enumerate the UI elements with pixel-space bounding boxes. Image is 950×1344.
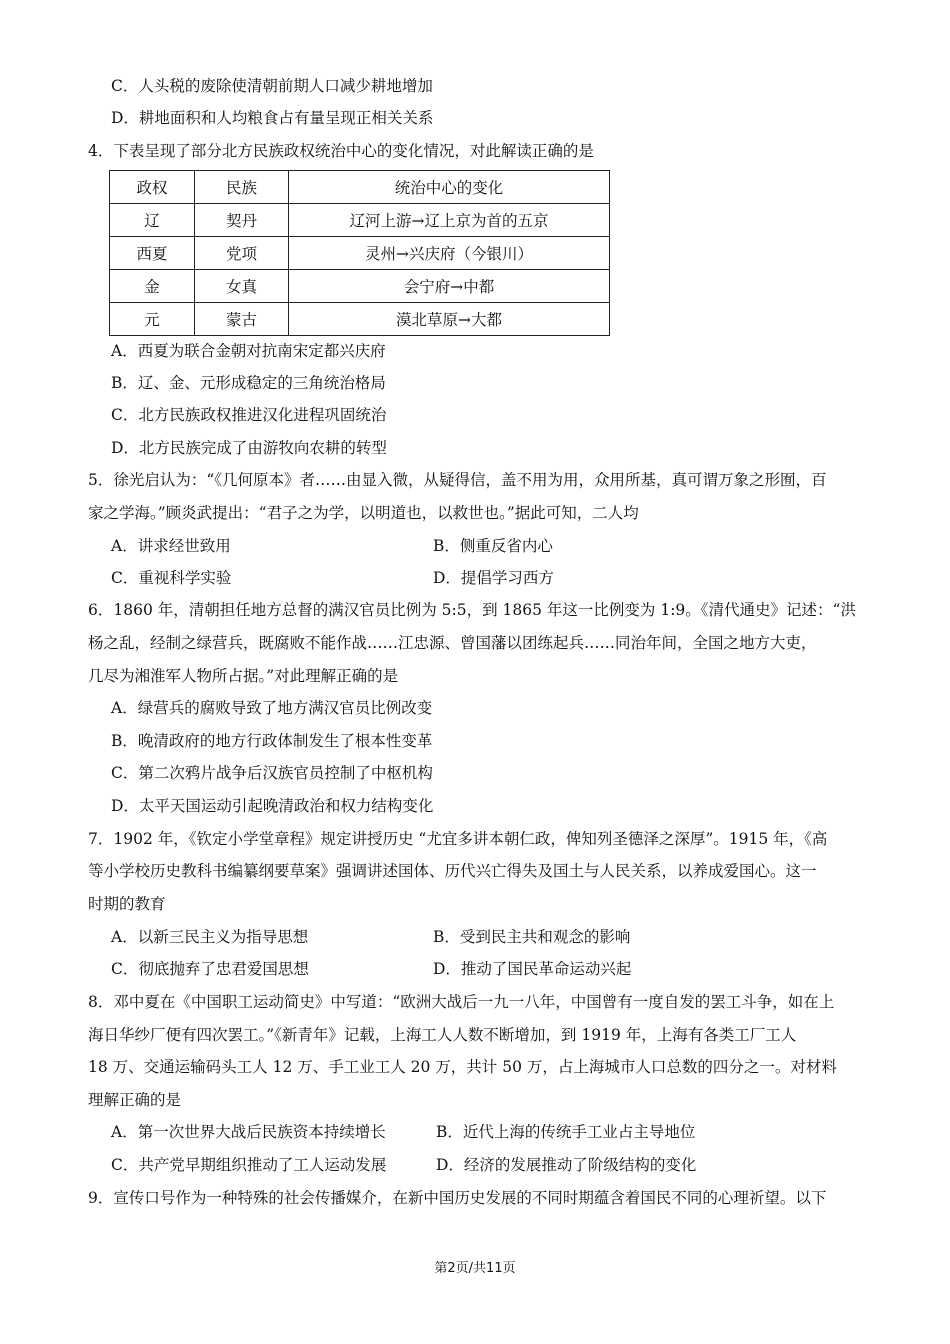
- q8-option-d: D．经济的发展推动了阶级结构的变化: [436, 1156, 697, 1174]
- q6-option-b: B．晚清政府的地方行政体制发生了根本性变革: [111, 732, 433, 750]
- q6-stem-line-2: 杨之乱，经制之绿营兵，既腐败不能作战……江忠源、曾国藩以团练起兵……同治年间，全国之地方大吏，: [88, 634, 817, 652]
- q6-option-a: A．绿营兵的腐败导致了地方满汉官员比例改变: [111, 699, 433, 717]
- q8-stem-line-1: 8．邓中夏在《中国职工运动简史》中写道：“欧洲大战后一九一八年，中国曾有一度自发的罢工斗争，如在上: [88, 993, 835, 1011]
- q7-option-c: C．彻底抛弃了忠君爱国思想: [111, 960, 309, 978]
- q7-option-d: D．推动了国民革命运动兴起: [433, 960, 632, 978]
- q5-option-c: C．重视科学实验: [111, 569, 232, 587]
- table-header-row: [110, 171, 610, 204]
- q8-stem-line-2: 海日华纱厂便有四次罢工。”《新青年》记载，上海工人人数不断增加，到 1919 年，上海有各类工厂工人: [88, 1026, 797, 1044]
- q3-option-c: C．人头税的废除使清朝前期人口减少耕地增加: [111, 77, 433, 95]
- q8-stem-line-3: 18 万、交通运输码头工人 12 万、手工业工人 20 万，共计 50 万，占上海城市人口总数的四分之一。对材料: [88, 1058, 837, 1076]
- table-cell: 会宁府→中都: [289, 270, 610, 303]
- table-row: [110, 237, 610, 270]
- q5-stem-line-2: 家之学海。”顾炎武提出：“君子之为学，以明道也，以救世也。”据此可知，二人均: [88, 504, 639, 522]
- q7-option-a: A．以新三民主义为指导思想: [111, 928, 309, 946]
- table-cell: 金: [110, 270, 195, 303]
- table-row: [110, 303, 610, 336]
- q8-option-c: C．共产党早期组织推动了工人运动发展: [111, 1156, 387, 1174]
- table-cell: 西夏: [110, 237, 195, 270]
- q6-stem-line-1: 6．1860 年，清朝担任地方总督的满汉官员比例为 5:5，到 1865 年这一比例变为 1:9。《清代通史》记述：“洪: [88, 601, 856, 619]
- q4-table: [109, 170, 610, 336]
- q4-option-a: A．西夏为联合金朝对抗南宋定都兴庆府: [111, 342, 386, 360]
- q3-option-d: D．耕地面积和人均粮食占有量呈现正相关关系: [111, 109, 434, 127]
- q7-option-b: B．受到民主共和观念的影响: [433, 928, 631, 946]
- q5-option-a: A．讲求经世致用: [111, 537, 231, 555]
- table-cell: 辽河上游→辽上京为首的五京: [289, 204, 610, 237]
- table-row: [110, 270, 610, 303]
- table-cell: 漠北草原→大都: [289, 303, 610, 336]
- q4-stem: 4．下表呈现了部分北方民族政权统治中心的变化情况，对此解读正确的是: [88, 142, 594, 160]
- table-row: [110, 204, 610, 237]
- q5-option-d: D．提倡学习西方: [433, 569, 554, 587]
- table-cell: 党项: [195, 237, 289, 270]
- table-header-cell: 民族: [195, 171, 289, 204]
- table-cell: 契丹: [195, 204, 289, 237]
- table-cell: 灵州→兴庆府（今银川）: [289, 237, 610, 270]
- table-header-cell: 统治中心的变化: [289, 171, 610, 204]
- table-cell: 蒙古: [195, 303, 289, 336]
- q8-stem-line-4: 理解正确的是: [88, 1091, 182, 1109]
- q5-stem-line-1: 5．徐光启认为：“《几何原本》者……由显入微，从疑得信，盖不用为用，众用所基，真可谓万象之形囿，百: [88, 471, 827, 489]
- q9-stem-line-1: 9．宣传口号作为一种特殊的社会传播媒介，在新中国历史发展的不同时期蕴含着国民不同的心理祈望。以下: [88, 1189, 827, 1207]
- q6-option-c: C．第二次鸦片战争后汉族官员控制了中枢机构: [111, 764, 433, 782]
- q6-stem-line-3: 几尽为湘淮军人物所占据。”对此理解正确的是: [88, 667, 399, 685]
- q4-option-c: C．北方民族政权推进汉化进程巩固统治: [111, 406, 387, 424]
- q4-option-b: B．辽、金、元形成稳定的三角统治格局: [111, 374, 386, 392]
- page-number: 第2页/共11页: [434, 1261, 516, 1276]
- q7-stem-line-1: 7．1902 年，《钦定小学堂章程》规定讲授历史 “尤宜多讲本朝仁政，俾知列圣德泽之深厚”。1915 年，《高: [88, 830, 828, 848]
- q5-option-b: B．侧重反省内心: [433, 537, 553, 555]
- table-cell: 元: [110, 303, 195, 336]
- q8-option-b: B．近代上海的传统手工业占主导地位: [436, 1123, 696, 1141]
- q7-stem-line-3: 时期的教育: [88, 895, 166, 913]
- q7-stem-line-2: 等小学校历史教科书编纂纲要草案》强调讲述国体、历代兴亡得失及国土与人民关系，以养成爱国心。这一: [88, 862, 817, 880]
- table-cell: 女真: [195, 270, 289, 303]
- table-cell: 辽: [110, 204, 195, 237]
- q4-option-d: D．北方民族完成了由游牧向农耕的转型: [111, 439, 387, 457]
- q8-option-a: A．第一次世界大战后民族资本持续增长: [111, 1123, 386, 1141]
- q6-option-d: D．太平天国运动引起晚清政治和权力结构变化: [111, 797, 434, 815]
- table-header-cell: 政权: [110, 171, 195, 204]
